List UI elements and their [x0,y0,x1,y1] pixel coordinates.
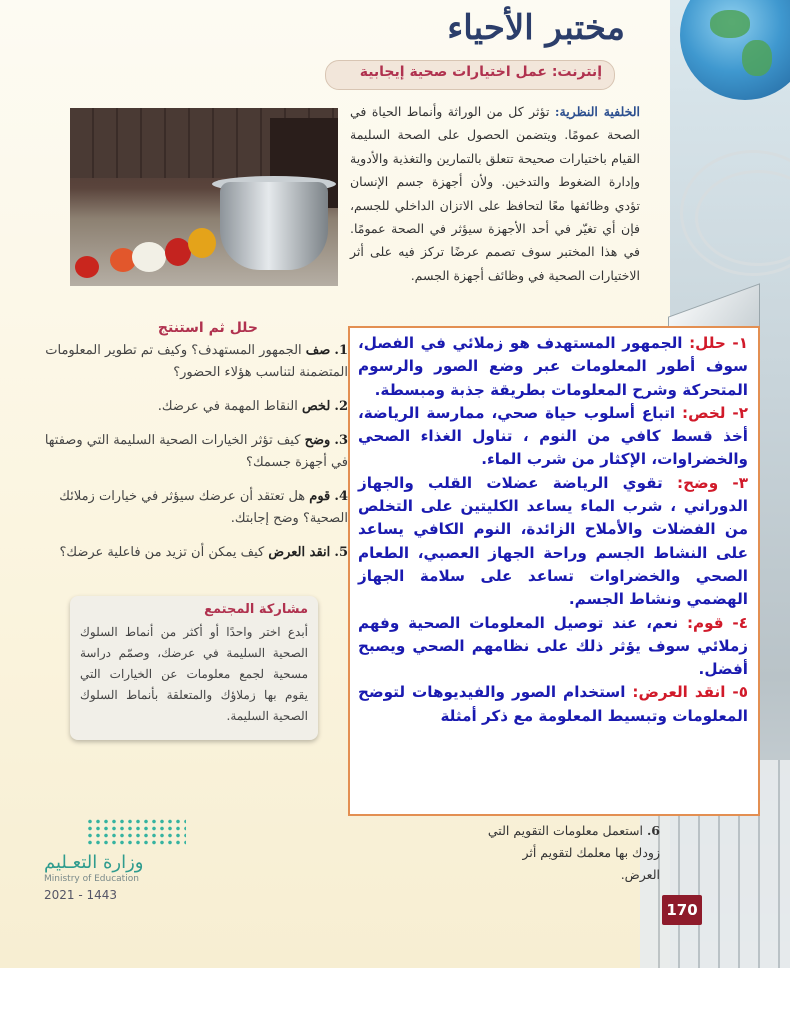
student-answers-box [348,326,760,816]
edition-year: 2021 - 1443 [44,888,118,902]
analysis-title: حلل ثم استنتج [157,320,258,336]
community-title: مشاركة المجتمع [204,602,308,617]
answer-3: ٣- وضح: تقوي الرياضة عضلات القلب والجهاز الدوراني ، شرب الماء يساعد الكليتين على التخلص من الفضلات والأملاح الزائدة، النوم الكافي يساعد على النشاط الجسم وراحة الجهاز العصبي، الطعام الصحي والخضراوات تساعد على سلامة الجهاز الهضمي ونشاط الجسم. [358,473,748,609]
globe-image [680,0,790,100]
step-6: 6. استعمل معلومات التقويم التي زودك بها معلمك لتقويم أثر العرض. [487,823,660,882]
ministry-name-en: Ministry of Education [44,874,139,884]
ministry-name-ar: وزارة التعـليم [44,852,144,873]
answer-5: ٥- انقد العرض: استخدام الصور والفيديوهات لتوضح المعلومات وتبسيط المعلومة مع ذكر أمثلة [358,683,748,725]
kitchen-photo [70,108,338,286]
answer-1: ١- حلل: الجمهور المستهدف هو زملائي في الفصل، سوف أطور المعلومات عبر وضع الصور والرسوم المتحركة وشرح المعلومات بطريقة جذبة ومبسطة. [358,334,748,399]
background-paragraph [350,100,640,287]
step-5: 5. انقد العرض كيف يمكن أن تزيد من فاعلية عرضك؟ [59,545,348,560]
answer-2: ٢- لخص: اتباع أسلوب حياة صحي، ممارسة الرياضة، أخذ قسط كافي من النوم ، تناول الغذاء الصحي والخضراوات، الإكثار من شرب الماء. [358,403,748,469]
page-number: 170 [662,895,702,925]
community-text: أبدع اختر واحدًا أو أكثر من أنماط السلوك الصحية السليمة في عرضك، وصمّم دراسة مسحية لجمع معلومات عن الخيارات التي يقوم بها زملاؤك والمتعلقة بأنماط السلوك الصحية السليمة. [80,625,308,723]
analysis-steps [28,340,348,576]
community-box [70,596,318,740]
answer-4: ٤- قوم: نعم، عند توصيل المعلومات الصحية وفهم زملائي سوف يؤثر ذلك على نظامهم الصحي ويصبح أفضل. [358,613,748,679]
background-text: تؤثر كل من الوراثة وأنماط الحياة في الصحة عمومًا. ويتضمن الحصول على الصحة السليمة القيام باختيارات صحيحة تتعلق بالتمارين والتغذية والأدوية وإدارة الضغوط والتدخين. ولأن أجهزة جسم الإنسان تؤدي وظائفها معًا لتحافظ على الاتزان الداخلي للجسم، فإن أي تغيّر في أحد الأجهزة سيؤثر في الصحة عمومًا. في هذا المختبر سوف تصمم عرضًا تركز فيه على أثر الاختيارات الصحية في وظائف أجهزة الجسم. [350,104,640,283]
step-4: 4. قوم هل تعتقد أن عرضك سيؤثر في خيارات زملائك الصحية؟ وضح إجابتك. [59,489,348,526]
step-1: 1. صف الجمهور المستهدف؟ وكيف تم تطوير المعلومات المتضمنة لتناسب هؤلاء الحضور؟ [45,343,348,380]
page-title: مختبر الأحياء [447,8,625,48]
step-3: 3. وضح كيف تؤثر الخيارات الصحية السليمة التي وصفتها في أجهزة جسمك؟ [44,433,348,470]
background-label: الخلفية النظرية: [554,104,640,119]
lab-subtitle: إنترنت: عمل اختيارات صحية إيجابية [359,64,602,80]
step-2: 2. لخص النقاط المهمة في عرضك. [157,399,348,414]
ministry-logo-icon [86,818,186,846]
